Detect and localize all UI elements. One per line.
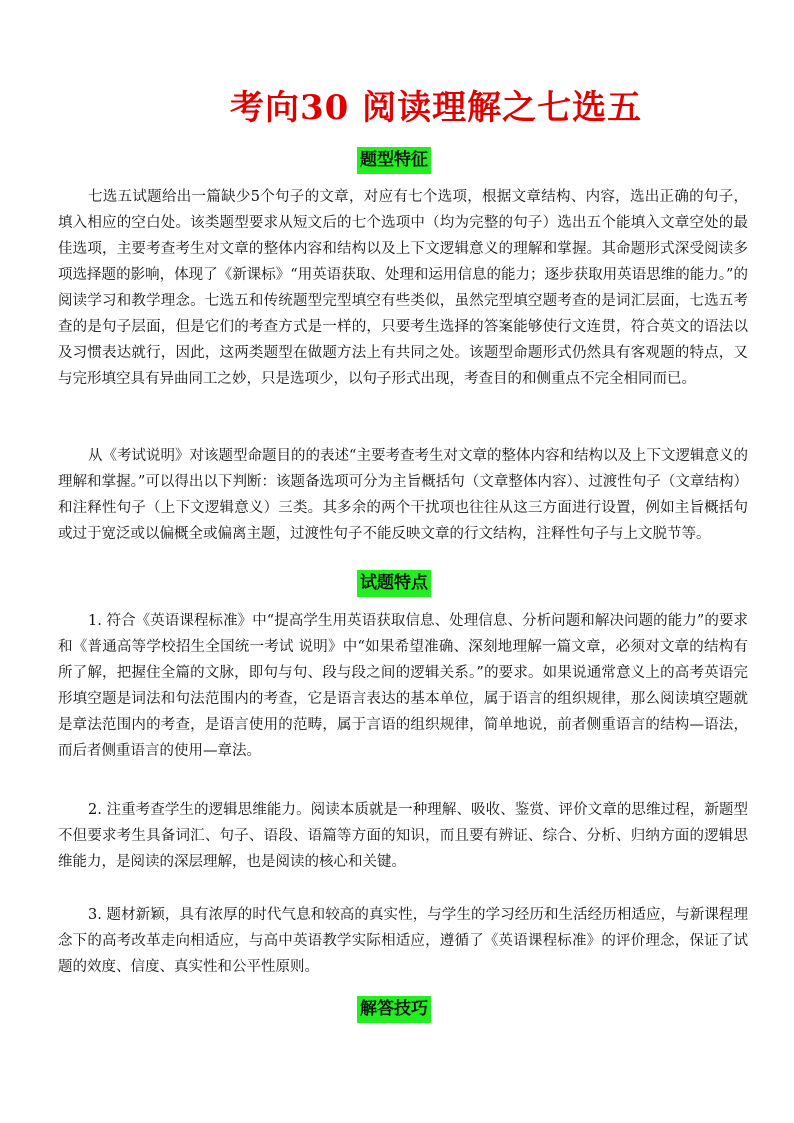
paragraph-features-2: 从《考试说明》对该题型命题目的的表述“主要考查考生对文章的整体内容和结构以及上下文逻辑意义的理解和掌握。”可以得出以下判断：该题备选项可分为主旨概括句（文章整体内容）、过渡性句子（文章结构）和注释性句子（上下文逻辑意义）三类。其多余的两个干扰项也往往从这三方面进行设置，例如主旨概括句或过于宽泛或以偏概全或偏离主题，过渡性句子不能反映文章的行文结构，注释性句子与上文脱节等。	[58, 448, 748, 542]
paragraph-characteristics-1: 1. 符合《英语课程标准》中“提高学生用英语获取信息、处理信息、分析问题和解决问题的能力”的要求和《普通高等学校招生全国统一考试 说明》中“如果希望准确、深刻地理解一篇文章，必须对文章的结构有所了解，把握住全篇的文脉，即句与句、段与段之间的逻辑关系。”的要求。如果说通常意义上的高考英语完形填空题是词法和句法范围内的考查，它是语言表达的基本单位，属于语言的组织规律，那么阅读填空题就是章法范围内的考查，是语言使用的范畴，属于言语的组织规律，简单地说，前者侧重语言的结构—语法，而后者侧重语言的使用—章法。	[58, 613, 748, 759]
section-heading-features: 题型特征	[357, 147, 431, 174]
paragraph-characteristics-3: 3. 题材新颖，具有浓厚的时代气息和较高的真实性，与学生的学习经历和生活经历相适应，与新课程理念下的高考改革走向相适应，与高中英语教学实际相适应，遵循了《英语课程标准》的评价理念，保证了试题的效度、信度、真实性和公平性原则。	[58, 907, 748, 975]
page-title: 考向30 阅读理解之七选五	[230, 88, 643, 128]
paragraph-features-1: 七选五试题给出一篇缺少5个句子的文章，对应有七个选项，根据文章结构、内容，选出正确的句子，填入相应的空白处。该类题型要求从短文后的七个选项中（均为完整的句子）选出五个能填入文章空处的最佳选项，主要考查考生对文章的整体内容和结构以及上下文逻辑意义的理解和掌握。其命题形式深受阅读多项选择题的影响，体现了《新课标》“用英语获取、处理和运用信息的能力；逐步获取用英语思维的能力。”的阅读学习和教学理念。七选五和传统题型完型填空有些类似，虽然完型填空题考查的是词汇层面，七选五考查的是句子层面，但是它们的考查方式是一样的，只要考生选择的答案能够使行文连贯，符合英文的语法以及习惯表达就行，因此，这两类题型在做题方法上有共同之处。该题型命题形式仍然具有客观题的特点，又与完形填空具有异曲同工之妙，只是选项少，以句子形式出现，考查目的和侧重点不完全相同而已。	[58, 189, 748, 387]
section-heading-techniques: 解答技巧	[357, 996, 431, 1023]
section-heading-characteristics: 试题特点	[357, 570, 431, 597]
paragraph-characteristics-2: 2. 注重考查学生的逻辑思维能力。阅读本质就是一种理解、吸收、鉴赏、评价文章的思维过程，新题型不但要求考生具备词汇、句子、语段、语篇等方面的知识，而且要有辨证、综合、分析、归纳方面的逻辑思维能力，是阅读的深层理解，也是阅读的核心和关键。	[58, 802, 748, 870]
